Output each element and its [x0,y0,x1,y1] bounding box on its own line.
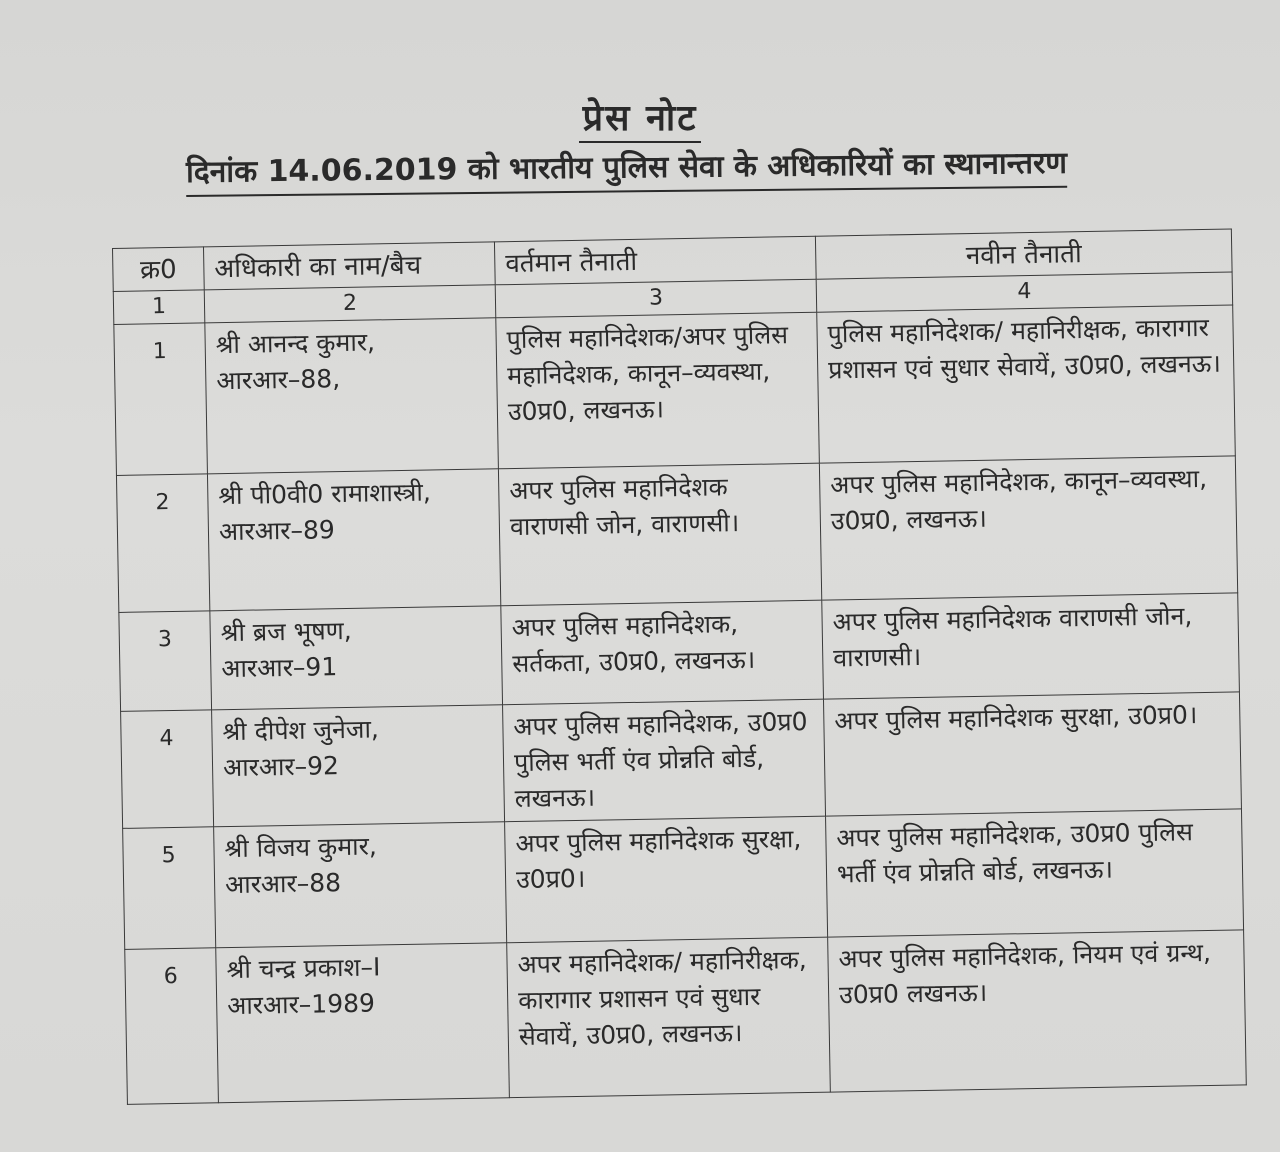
current-posting-cell: पुलिस महानिदेशक/अपर पुलिस महानिदेशक, कानून–व्यवस्था, उ0प्र0, लखनऊ। [496,312,820,469]
current-posting-cell: अपर पुलिस महानिदेशक, सर्तकता, उ0प्र0, लखनऊ। [501,600,824,705]
transfer-table-wrapper [112,228,1247,1104]
header-new-posting: नवीन तैनाती [815,229,1232,279]
officer-name: श्री आनन्द कुमार, [215,327,376,360]
new-posting-cell: पुलिस महानिदेशक/ महानिरीक्षक, कारागार प्रशासन एवं सुधार सेवायें, उ0प्र0, लखनऊ। [817,305,1236,463]
new-posting-cell: अपर पुलिस महानिदेशक, नियम एवं ग्रन्थ, उ0प्र0 लखनऊ। [828,930,1247,1092]
serial-cell: 6 [125,948,219,1105]
page-title-text: प्रेस नोट [579,98,702,143]
new-posting-cell: अपर पुलिस महानिदेशक, उ0प्र0 पुलिस भर्ती एंव प्रोन्नति बोर्ड, लखनऊ। [826,809,1244,937]
current-posting-cell: अपर महानिदेशक/ महानिरीक्षक, कारागार प्रशासन एवं सुधार सेवायें, उ0प्र0, लखनऊ। [507,937,831,1098]
current-posting-cell: अपर पुलिस महानिदेशक वाराणसी जोन, वाराणसी। [498,463,821,606]
officer-cell [207,469,500,611]
serial-cell: 5 [123,827,216,950]
column-number: 1 [113,290,205,325]
officer-batch: आरआर–89 [218,515,336,547]
officer-batch: आरआर–91 [221,652,338,684]
column-number: 2 [204,285,496,323]
officer-name: श्री पी0वी0 रामाशास्त्री, [218,477,432,511]
serial-cell: 1 [114,323,208,476]
officer-batch: आरआर–88 [224,868,342,900]
table-row [123,809,1244,950]
header-serial: क्र0 [113,247,205,292]
officer-batch: आरआर–88, [216,364,341,396]
officer-batch: आरआर–1989 [226,988,376,1021]
column-number: 3 [495,279,817,318]
officer-name: श्री ब्रज भूषण, [220,615,352,648]
serial-cell: 2 [116,474,209,613]
new-posting-cell: अपर पुलिस महानिदेशक वाराणसी जोन, वाराणसी। [822,593,1240,699]
officer-name: श्री दीपेश जुनेजा, [222,714,380,747]
officer-name: श्री चन्द्र प्रकाश–I [226,952,381,985]
new-posting-cell: अपर पुलिस महानिदेशक सुरक्षा, उ0प्र0। [823,692,1241,816]
table-row [119,593,1240,712]
current-posting-cell: अपर पुलिस महानिदेशक, उ0प्र0 पुलिस भर्ती एंव प्रोन्नति बोर्ड, लखनऊ। [503,699,826,822]
header-current-posting: वर्तमान तैनाती [494,236,816,285]
officer-cell [212,705,505,827]
serial-cell: 3 [119,611,212,712]
table-row [121,692,1242,829]
officer-cell [214,822,507,948]
officer-batch: आरआर–92 [222,751,340,783]
header-officer-name: अधिकारी का नाम/बैच [203,242,495,290]
table-row [114,305,1235,476]
officer-name: श्री विजय कुमार, [224,831,378,864]
column-number: 4 [816,272,1233,312]
officer-cell [210,606,503,710]
officer-cell [205,318,499,474]
table-row [125,930,1247,1105]
page-title [0,92,1280,141]
transfer-table [112,228,1247,1104]
table-row [116,456,1237,613]
current-posting-cell: अपर पुलिस महानिदेशक सुरक्षा, उ0प्र0। [505,816,828,943]
new-posting-cell: अपर पुलिस महानिदेशक, कानून–व्यवस्था, उ0प्र0, लखनऊ। [819,456,1237,600]
serial-cell: 4 [121,710,214,829]
officer-cell [216,943,510,1103]
page-subtitle: दिनांक 14.06.2019 को भारतीय पुलिस सेवा के अधिकारियों का स्थानान्तरण [186,141,1068,197]
